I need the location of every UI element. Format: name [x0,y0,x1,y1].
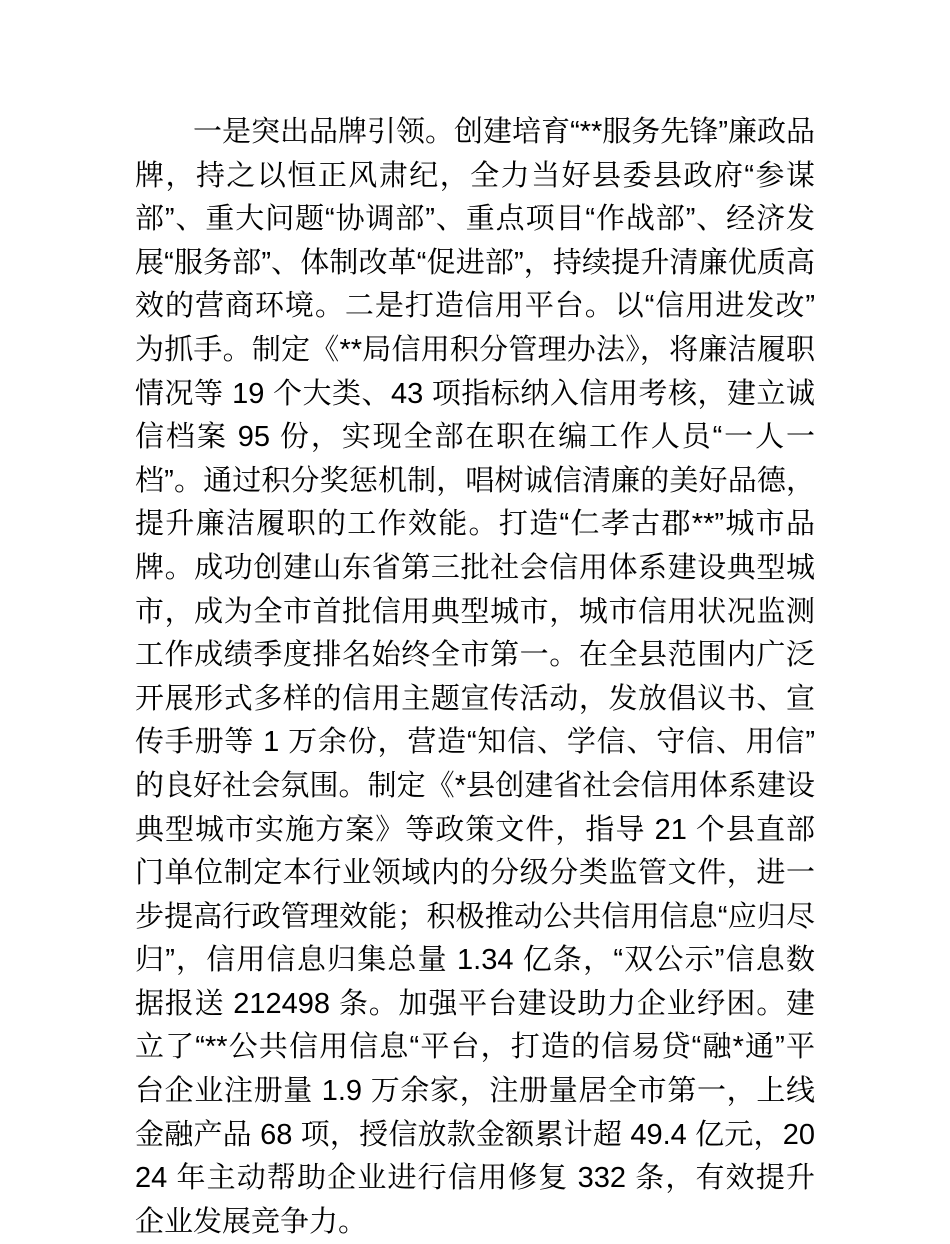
document-paragraph: 一是突出品牌引领。创建培育“**服务先锋”廉政品牌，持之以恒正风肃纪，全力当好县委县政府“参谋部”、重大问题“协调部”、重点项目“作战部”、经济发展“服务部”、体制改革“促进部”，持续提升清廉优质高效的营商环境。二是打造信用平台。以“信用进发改”为抓手。制定《**局信用积分管理办法》，将廉洁履职情况等 19 个大类、43 项指标纳入信用考核，建立诚信档案 95 份，实现全部在职在编工作人员“一人一档”。通过积分奖惩机制，唱树诚信清廉的美好品德，提升廉洁履职的工作效能。打造“仁孝古郡**”城市品牌。成功创建山东省第三批社会信用体系建设典型城市，成为全市首批信用典型城市，城市信用状况监测工作成绩季度排名始终全市第一。在全县范围内广泛开展形式多样的信用主题宣传活动，发放倡议书、宣传手册等 1 万余份，营造“知信、学信、守信、用信”的良好社会氛围。制定《*县创建省社会信用体系建设典型城市实施方案》等政策文件，指导 21 个县直部门单位制定本行业领域内的分级分类监管文件，进一步提高行政管理效能；积极推动公共信用信息“应归尽归”，信用信息归集总量 1.34 亿条，“双公示”信息数据报送 212498 条。加强平台建设助力企业纾困。建立了“**公共信用信息“平台，打造的信易贷“融*通”平台企业注册量 1.9 万余家，注册量居全市第一，上线金融产品 68 项，授信放款金额累计超 49.4 亿元，2024 年主动帮助企业进行信用修复 332 条，有效提升企业发展竞争力。 [135,116,815,1238]
